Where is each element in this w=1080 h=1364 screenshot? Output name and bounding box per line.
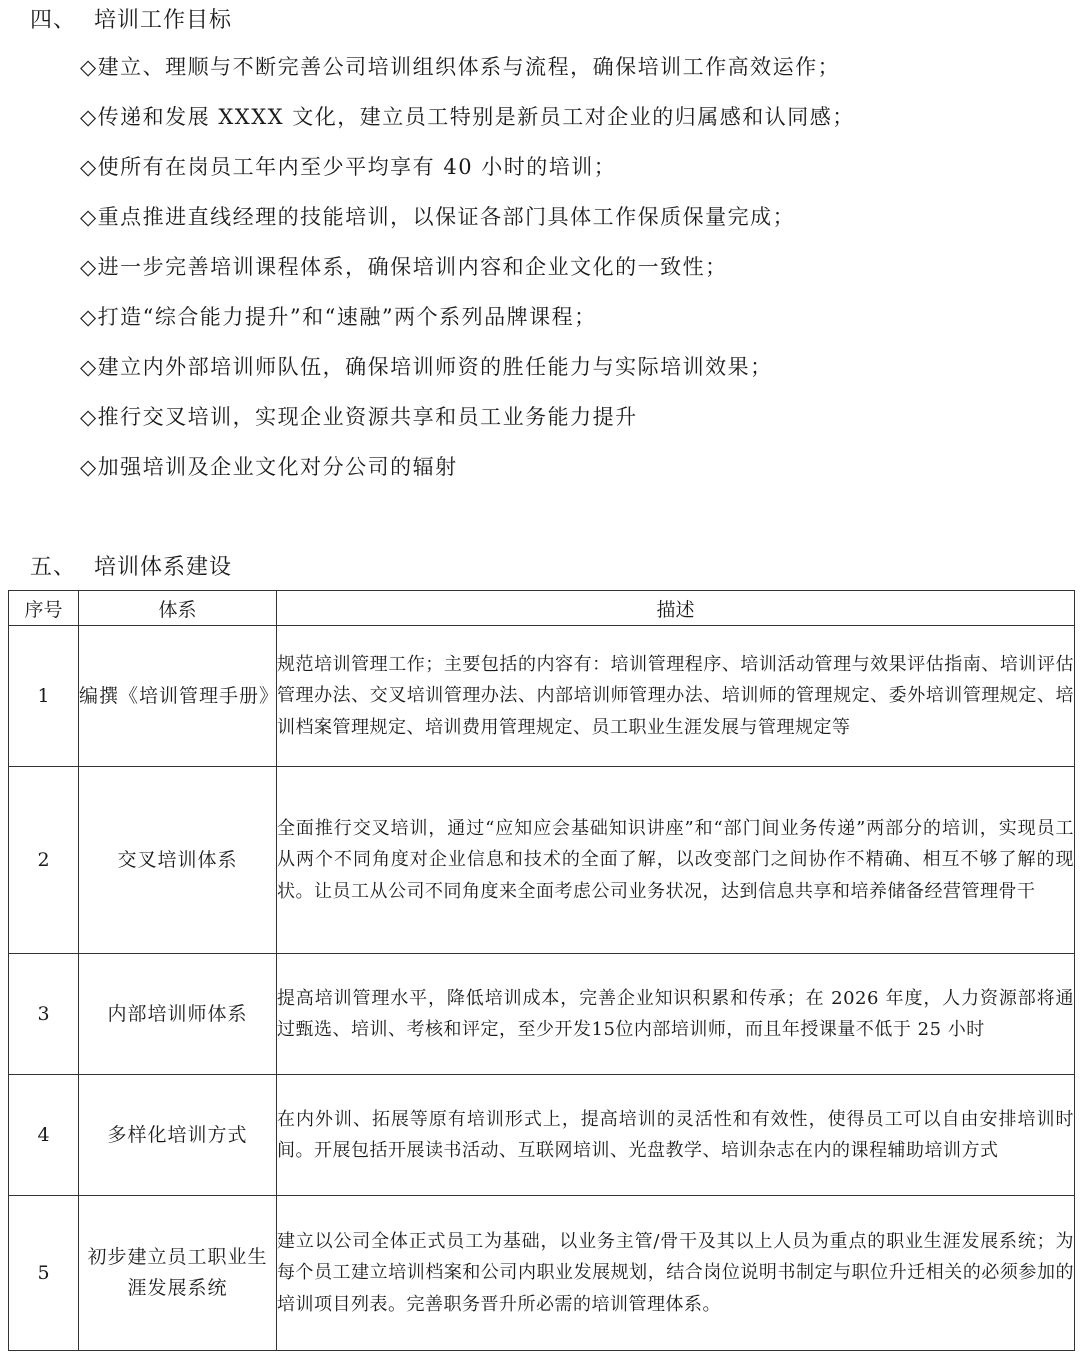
table-row (9, 1196, 1075, 1351)
header-seq: 序号 (9, 591, 79, 626)
row-description: 建立以公司全体正式员工为基础，以业务主管/骨干及其以上人员为重点的职业生涯发展系统；为每个员工建立培训档案和公司内职业发展规划，结合岗位说明书制定与职位升迁相关的必须参加的培训项目列表。完善职务晋升所必需的培训管理体系。 (277, 1196, 1075, 1351)
section-5-heading (30, 550, 232, 581)
goal-text: 使所有在岗员工年内至少平均享有 40 小时的培训； (97, 155, 617, 179)
row-seq: 3 (9, 954, 79, 1075)
row-system: 多样化培训方式 (79, 1075, 277, 1196)
row-description: 提高培训管理水平，降低培训成本，完善企业知识积累和传承；在 2026 年度，人力资源部将通过甄选、培训、考核和评定，至少开发15位内部培训师，而且年授课量不低于 25 小时 (277, 954, 1075, 1075)
goal-text: 建立、理顺与不断完善公司培训组织体系与流程，确保培训工作高效运作； (97, 55, 841, 79)
header-system: 体系 (79, 591, 277, 626)
goal-text: 传递和发展 XXXX 文化，建立员工特别是新员工对企业的归属感和认同感； (97, 105, 855, 129)
goal-text: 进一步完善培训课程体系，确保培训内容和企业文化的一致性； (97, 255, 728, 279)
diamond-bullet-icon: ◇ (80, 105, 98, 129)
diamond-bullet-icon: ◇ (80, 305, 98, 329)
section-4-number: 四、 (30, 8, 77, 33)
goal-text: 重点推进直线经理的技能培训，以保证各部门具体工作保质保量完成； (97, 205, 796, 229)
diamond-bullet-icon: ◇ (80, 55, 98, 79)
goal-item (80, 250, 855, 300)
goal-item (80, 400, 855, 450)
goal-text: 推行交叉培训，实现企业资源共享和员工业务能力提升 (97, 405, 638, 429)
section-4-heading (30, 3, 232, 34)
goal-item (80, 50, 855, 100)
row-system: 编撰《培训管理手册》 (79, 626, 277, 767)
table-row (9, 767, 1075, 954)
row-description: 在内外训、拓展等原有培训形式上，提高培训的灵活性和有效性，使得员工可以自由安排培训时间。开展包括开展读书活动、互联网培训、光盘教学、培训杂志在内的课程辅助培训方式 (277, 1075, 1075, 1196)
goal-item (80, 150, 855, 200)
goal-text: 打造“综合能力提升”和“速融”两个系列品牌课程； (97, 305, 597, 329)
goal-item (80, 300, 855, 350)
section-4-title: 培训工作目标 (94, 8, 233, 33)
diamond-bullet-icon: ◇ (80, 255, 98, 279)
row-seq: 5 (9, 1196, 79, 1351)
goal-text: 加强培训及企业文化对分公司的辐射 (97, 455, 458, 479)
diamond-bullet-icon: ◇ (80, 355, 98, 379)
table-row (9, 1075, 1075, 1196)
row-description: 规范培训管理工作；主要包括的内容有：培训管理程序、培训活动管理与效果评估指南、培训评估管理办法、交叉培训管理办法、内部培训师管理办法、培训师的管理规定、委外培训管理规定、培训档案管理规定、培训费用管理规定、员工职业生涯发展与管理规定等 (277, 626, 1075, 767)
diamond-bullet-icon: ◇ (80, 455, 98, 479)
goal-item (80, 200, 855, 250)
training-system-table (8, 590, 1075, 1351)
row-seq: 2 (9, 767, 79, 954)
diamond-bullet-icon: ◇ (80, 405, 98, 429)
row-system: 内部培训师体系 (79, 954, 277, 1075)
diamond-bullet-icon: ◇ (80, 205, 98, 229)
row-description: 全面推行交叉培训，通过“应知应会基础知识讲座”和“部门间业务传递”两部分的培训，实现员工从两个不同角度对企业信息和技术的全面了解，以改变部门之间协作不精确、相互不够了解的现状。让员工从公司不同角度来全面考虑公司业务状况，达到信息共享和培养储备经营管理骨干 (277, 767, 1075, 954)
header-description: 描述 (277, 591, 1075, 626)
row-system: 交叉培训体系 (79, 767, 277, 954)
goal-item (80, 350, 855, 400)
diamond-bullet-icon: ◇ (80, 155, 98, 179)
goal-item (80, 450, 855, 500)
row-seq: 4 (9, 1075, 79, 1196)
table-header-row (9, 591, 1075, 626)
section-5-number: 五、 (30, 555, 77, 580)
row-system: 初步建立员工职业生涯发展系统 (79, 1196, 277, 1351)
row-seq: 1 (9, 626, 79, 767)
goal-text: 建立内外部培训师队伍，确保培训师资的胜任能力与实际培训效果； (97, 355, 773, 379)
goal-item (80, 100, 855, 150)
table-row (9, 954, 1075, 1075)
training-goals-list (80, 50, 855, 500)
section-5-title: 培训体系建设 (94, 555, 233, 580)
table-row (9, 626, 1075, 767)
